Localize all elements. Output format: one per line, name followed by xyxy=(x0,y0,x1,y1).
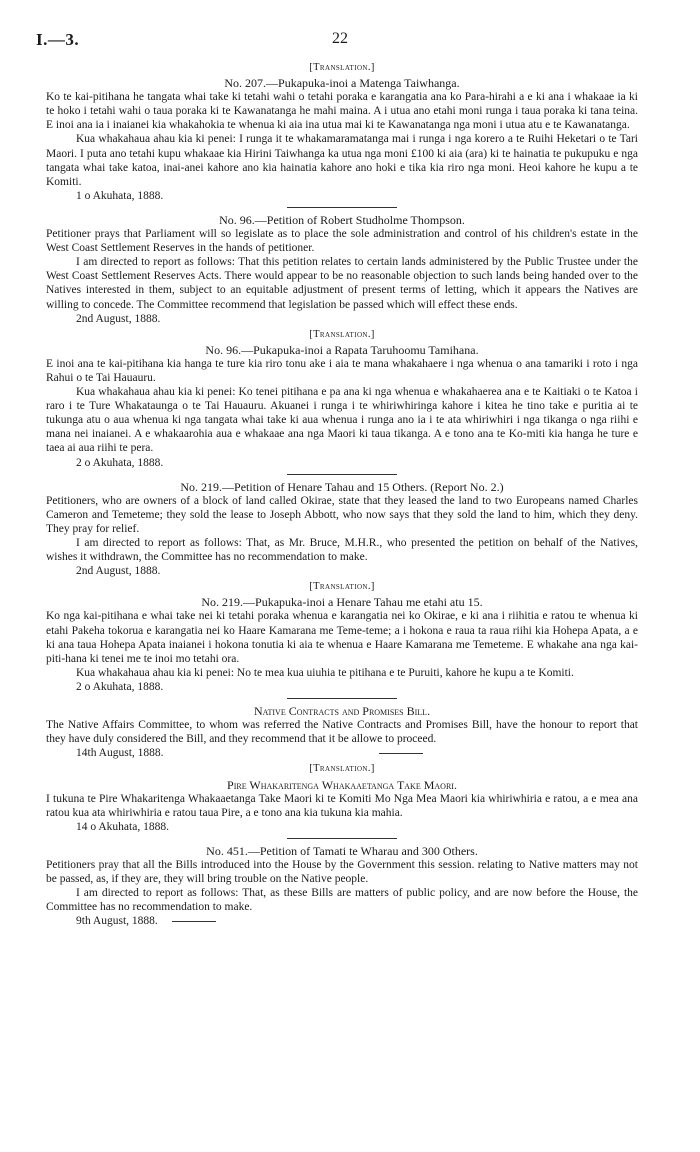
document-body xyxy=(46,59,638,928)
section-divider xyxy=(172,921,216,922)
petition-paragraph: Ko nga kai-pitihana e whai take nei ki tetahi poraka whenua e karangatia nei ko Okirae, e ki ana i riihitia e ratou te whenua ki etahi Pakeha tokorua e karangatia nei ko Haare Kamarana me Teme-teme; a i hokona e raua ta raua riihi kia Hohepa Apata, a e ki ana taua Hohepa Apata inaianei i hokona tonutia ki aia te whenua e Haare Kamarana me Temeteme. E whakahe ana nga kai-piti-hana ki tenei me te inoi mo tetahi ora. xyxy=(46,610,638,665)
section-heading: Native Contracts and Promises Bill. xyxy=(253,704,431,719)
section-divider xyxy=(287,474,397,475)
report-paragraph: Kua whakahaua ahau kia ki penei: No te mea kua uiuhia te pitihana e te Puruiti, kahore he kupu a te Komiti. xyxy=(76,666,574,679)
section-petition-451 xyxy=(46,844,638,929)
section-date: 9th August, 1888. xyxy=(76,915,158,928)
document-reference: I.—3. xyxy=(36,30,80,49)
section-petition-96-translation xyxy=(46,328,638,475)
petition-paragraph: Petitioners, who are owners of a block of land called Okirae, state that they leased the land to two Europeans named Charles Cameron and Temeteme; they sold the lease to Joseph Abbott, who now says that they sold the land to him, which they deny. They pray for relief. xyxy=(46,494,638,535)
date-row xyxy=(46,746,638,760)
date-row xyxy=(46,914,638,928)
petition-paragraph: E inoi ana te kai-pitihana kia hanga te ture kia riro tonu ake i aia te mana whakahaere i nga whenua o ana tamariki i roto i nga Rahui o te Tai Hauauru. xyxy=(46,357,638,384)
translation-label: [Translation.] xyxy=(309,62,375,73)
section-date: 2nd August, 1888. xyxy=(76,565,161,578)
report-paragraph: I am directed to report as follows: That, as these Bills are matters of public policy, and are now before the House, the Committee has no recommendation to make. xyxy=(46,887,638,914)
petition-paragraph: Petitioner prays that Parliament will so legislate as to place the sole administration and control of his children's estate in the West Coast Settlement Reserves in the hands of petitioner. xyxy=(46,228,638,255)
section-date: 14 o Akuhata, 1888. xyxy=(76,820,169,833)
petition-paragraph: Ko te kai-pitihana he tangata whai take ki tetahi wahi o tetahi poraka e karangatia ana ko Para-hirahi a e ki ana i whakaae ia ki te hoko i tetahi wahi o taua poraka ki te Kawanatanga he mahi maina. A i utua ano etahi moni runga i taua poraka ki tana teina. E inoi ana ia i inaianei kia whakahokia te whenua ki aia ina utua mai ki te Kawanatanga nga moni i utua atu e te Kawanatanga. xyxy=(46,91,638,132)
section-divider xyxy=(379,753,423,754)
petition-paragraph: Petitioners pray that all the Bills introduced into the House by the Government this session. relating to Native matters may not be passed, as, if they are, they will bring trouble on the Native people. xyxy=(46,858,638,886)
report-paragraph: Kua whakahaua ahau kia ki penei: I runga it te whakamaramatanga mai i runga i nga korero a te Ruihi Heketari o te Tari Maori. I puta ano tetahi kupu whakaae kia Hirini Taiwhanga ka utua nga moni £100 ki aia (ara) ki te hainatia te pukupuku e nga tangata whai take katoa, inai-anei kahore ano kia hainatia kahore ano hoki e tika kia riro nga moni. Heoi kahore he kupu a te Komiti. xyxy=(46,133,638,188)
section-date: 2nd August, 1888. xyxy=(76,312,161,325)
section-divider xyxy=(287,698,397,699)
section-divider xyxy=(287,207,397,208)
section-petition-96 xyxy=(46,213,638,326)
section-heading: No. 96.—Petition of Robert Studholme Thompson. xyxy=(219,212,465,227)
section-heading: No. 96.—Pukapuka-inoi a Rapata Taruhoomu Tamihana. xyxy=(205,342,479,357)
section-heading: No. 219.—Pukapuka-inoi a Henare Tahau me etahi atu 15. xyxy=(201,595,483,610)
section-divider xyxy=(287,838,397,839)
section-petition-207-translation xyxy=(46,61,638,208)
report-paragraph: I am directed to report as follows: That, as Mr. Bruce, M.H.R., who presented the petition on behalf of the Natives, wishes it withdrawn, the Committee has no recommendation to make. xyxy=(46,537,638,564)
translation-label: [Translation.] xyxy=(309,328,375,340)
section-date: 2 o Akuhata, 1888. xyxy=(76,680,164,693)
section-heading: No. 451.—Petition of Tamati te Wharau and 300 Others. xyxy=(206,843,478,858)
report-paragraph: The Native Affairs Committee, to whom was referred the Native Contracts and Promises Bill, have the honour to report that they have duly considered the Bill, and they recommend that it be allowe to proceed. xyxy=(46,719,638,746)
section-date: 2 o Akuhata, 1888. xyxy=(76,456,164,469)
section-petition-219-translation xyxy=(46,580,638,699)
section-native-contracts-bill xyxy=(46,704,638,760)
section-heading: No. 207.—Pukapuka-inoi a Matenga Taiwhanga. xyxy=(224,76,460,91)
report-paragraph: I am directed to report as follows: That this petition relates to certain lands administered by the Public Trustee under the West Coast Settlement Reserves Acts. There would appear to be no reasonable objection to such lands being handed over to the Natives interested in them, subject to an equitable adjustment of present terms of letting, which it appears the Natives are willing to concede. The Committee recommend that legislation be passed which will effect these ends. xyxy=(46,256,638,311)
section-date: 1 o Akuhata, 1888. xyxy=(76,189,164,202)
section-heading: Pire Whakaritenga Whakaaetanga Take Maori. xyxy=(227,777,457,792)
section-date: 14th August, 1888. xyxy=(76,747,164,760)
translation-label: [Translation.] xyxy=(309,581,375,593)
translation-label: [Translation.] xyxy=(309,763,375,775)
report-paragraph: Kua whakahaua ahau kia ki penei: Ko tenei pitihana e pa ana ki nga whenua e whakahaerea ana e te Kaitiaki o te Katoa i raro i te Ture Whakataunga o te Tai Hauauru. Akuanei i runga i te whiriwhiringa kahore i kitea he tino take e puritia ai te tukunga atu o aua whenua ki nga tangata whai take ki aua whenua i runga ano ia i te ata whiriwhiri i nga tikanga o nga riihi e mana nei inaianei. A e whakaarohia aua e whakaae ana nga Maori ki taua tikanga. A e tono ana te Ko-miti kia hanga he ture e taea ai aua riihi te pera. xyxy=(46,386,638,455)
page-number: 22 xyxy=(332,30,348,47)
report-paragraph: I tukuna te Pire Whakaritenga Whakaaetanga Take Maori ki te Komiti Mo Nga Mea Maori kia whiriwhiria e ratou, a e mea ana ratou kua ata whiriwhiria e ratou taua Pire, a e tono ana kia tukuna kia mahia. xyxy=(46,792,638,819)
section-native-contracts-bill-translation xyxy=(46,762,638,838)
section-petition-219 xyxy=(46,480,638,579)
section-heading: No. 219.—Petition of Henare Tahau and 15 Others. (Report No. 2.) xyxy=(180,479,504,494)
